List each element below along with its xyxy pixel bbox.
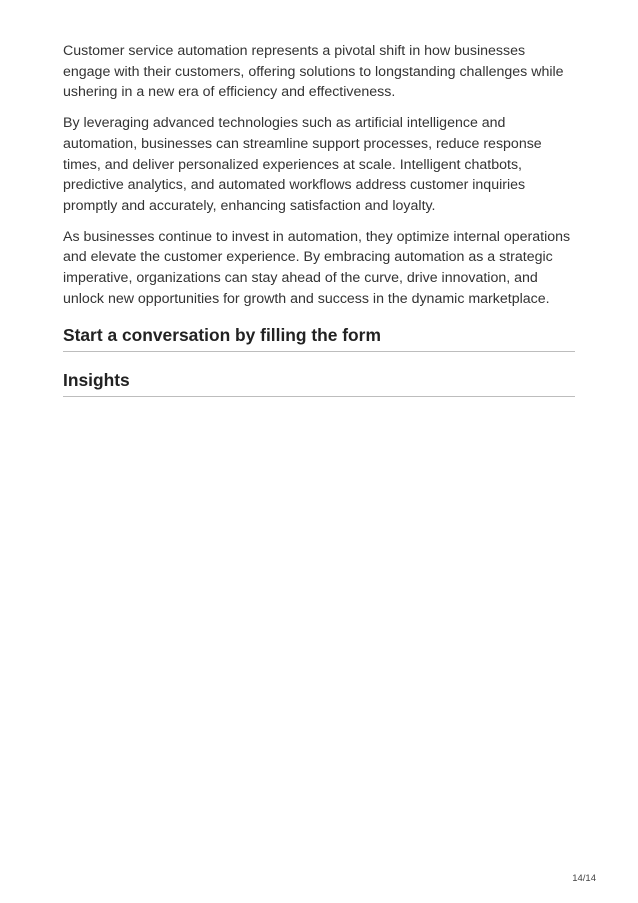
paragraph-technologies: By leveraging advanced technologies such as artificial intelligence and automation, businesses can streamline support processes, reduce response times, and deliver personalized experiences at scale. Intelligent chatbots, predictive analytics, and automated workflows address customer inquiries promptly and accurately, enhancing satisfaction and loyalty. [63, 115, 542, 214]
paragraph-intro: Customer service automation represents a pivotal shift in how businesses engage with their customers, offering solutions to longstanding challenges while ushering in a new era of efficiency and effectiveness. [63, 43, 564, 101]
page-number: 14/14 [572, 873, 596, 884]
document-body [63, 41, 575, 397]
paragraph-investment: As businesses continue to invest in automation, they optimize internal operations and elevate the customer experience. By embracing automation as a strategic imperative, organizations can stay ahead of the curve, drive innovation, and unlock new opportunities for growth and success in the dynamic marketplace. [63, 228, 571, 307]
heading-insights: Insights [63, 369, 575, 397]
heading-start-conversation: Start a conversation by filling the form [63, 324, 575, 352]
